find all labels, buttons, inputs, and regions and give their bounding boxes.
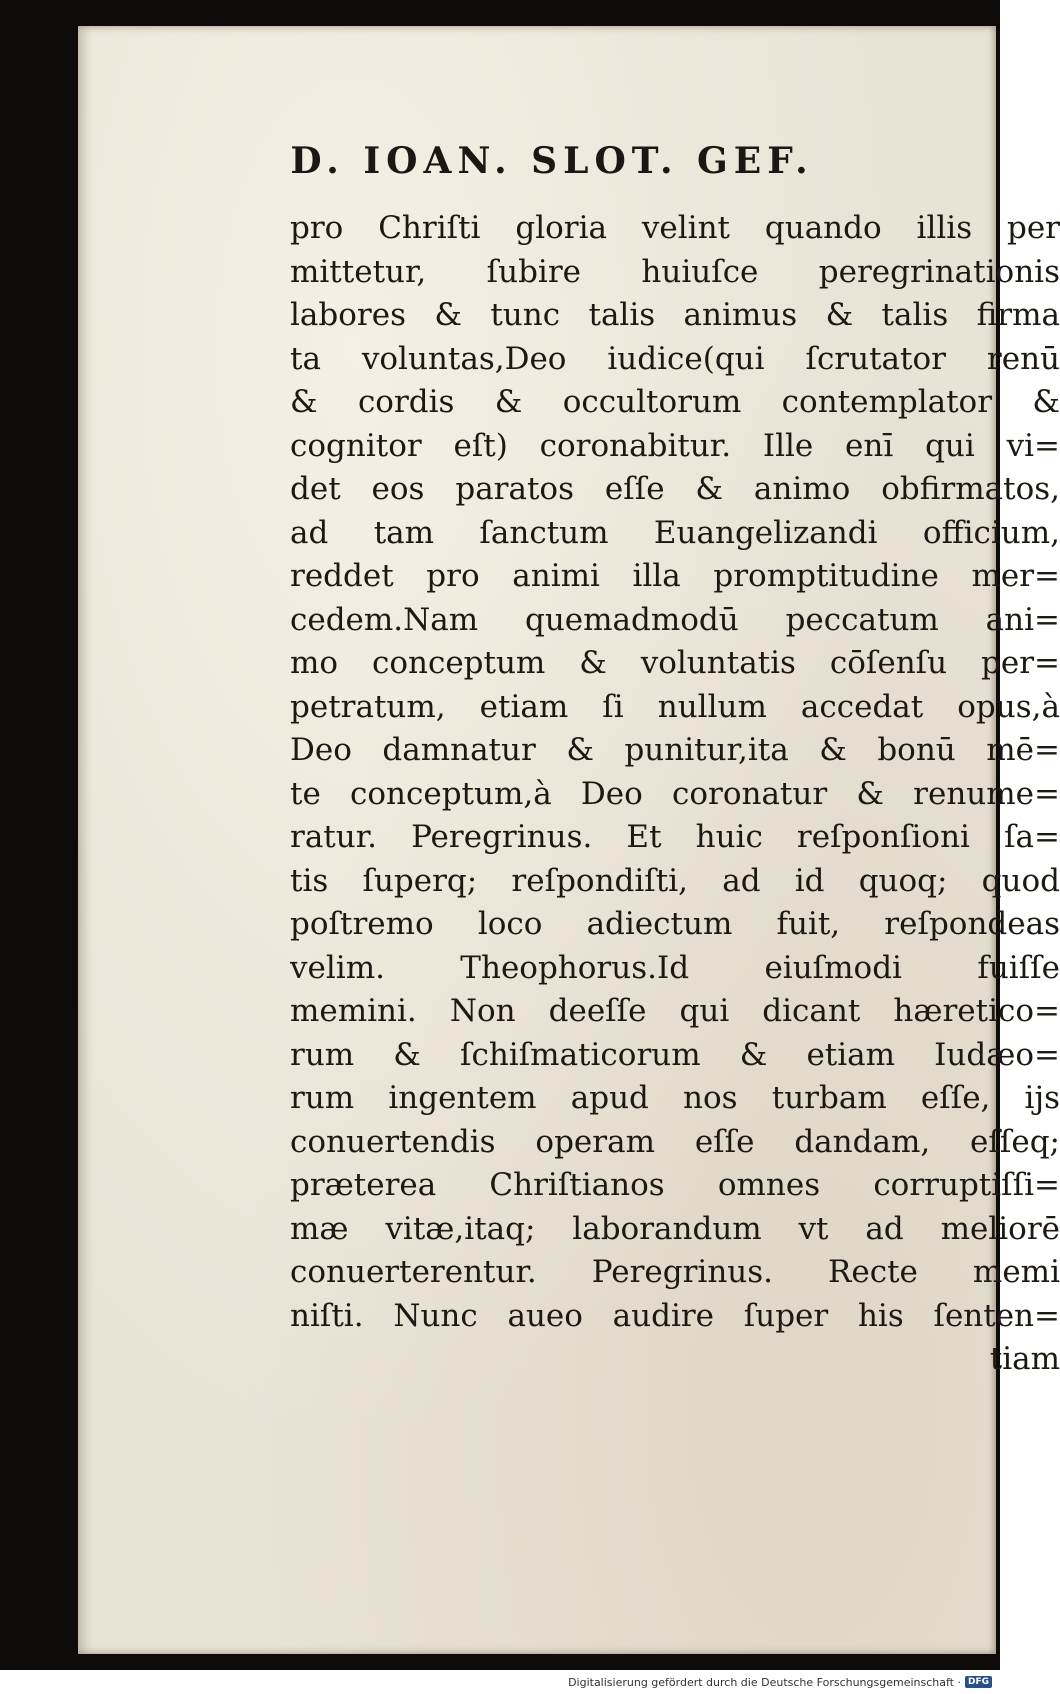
book-page: [78, 26, 1060, 1654]
dfg-logo: DFG: [965, 1676, 992, 1688]
text-line: mæ vitæ,itaq; laborandum vt ad meliorē: [290, 1210, 1060, 1247]
text-line: conuertendis operam eſſe dandam, eſſeq;: [290, 1123, 1060, 1160]
text-line: pro Chriſti gloria velint quando illis per: [290, 210, 1060, 246]
text-line: Deo damnatur & punitur,ita & bonū mē=: [290, 732, 1060, 768]
text-line: mittetur, ſubire huiuſce peregrinationis: [290, 253, 1060, 290]
digitization-credit: Digitalisierung gefördert durch die Deutsche Forschungsgemeinschaft ·: [568, 1675, 961, 1689]
text-line: velim. Theophorus.Id eiuſmodi fuiſſe: [290, 949, 1060, 986]
digitization-credit-bar: [0, 1670, 1000, 1694]
text-line: præterea Chriſtianos omnes corruptiſſi=: [290, 1167, 1060, 1203]
text-line: tis ſuperq; reſpondiſti, ad id quoq; quod: [290, 862, 1060, 899]
text-line: petratum, etiam ſi nullum accedat opus,à: [290, 688, 1060, 725]
text-line: conuerterentur. Peregrinus. Recte memi: [290, 1254, 1060, 1290]
text-line: mo conceptum & voluntatis cōſenſu per=: [290, 645, 1060, 681]
text-line: ad tam ſanctum Euangelizandi officium,: [290, 514, 1060, 551]
text-line: cognitor eſt) coronabitur. Ille enī qui vi=: [290, 427, 1060, 464]
text-line: niſti. Nunc aueo audire ſuper his ſenten=: [290, 1297, 1060, 1334]
text-line: ratur. Peregrinus. Et huic reſponſioni ſa=: [290, 819, 1060, 855]
text-line: rum ingentem apud nos turbam eſſe, ijs: [290, 1080, 1060, 1116]
text-line: reddet pro animi illa promptitudine mer=: [290, 558, 1060, 594]
text-line: te conceptum,à Deo coronatur & renume=: [290, 775, 1060, 812]
running-header: D. IOAN. SLOT. GEF.: [290, 140, 814, 182]
text-line: memini. Non deeſſe qui dicant hæretico=: [290, 993, 1060, 1029]
text-line: & cordis & occultorum contemplator &: [290, 384, 1060, 420]
catchword: tiam: [989, 1341, 1060, 1377]
text-line: ta voluntas,Deo iudice(qui ſcrutator renū: [290, 340, 1060, 377]
body-text: [290, 207, 1060, 1382]
text-line: poſtremo loco adiectum fuit, reſpondeas: [290, 906, 1060, 942]
text-line: det eos paratos eſſe & animo obfirmatos,: [290, 471, 1060, 507]
text-line: cedem.Nam quemadmodū peccatum ani=: [290, 601, 1060, 638]
text-line: labores & tunc talis animus & talis firma: [290, 297, 1060, 333]
text-line: rum & ſchiſmaticorum & etiam Iudæo=: [290, 1036, 1060, 1073]
